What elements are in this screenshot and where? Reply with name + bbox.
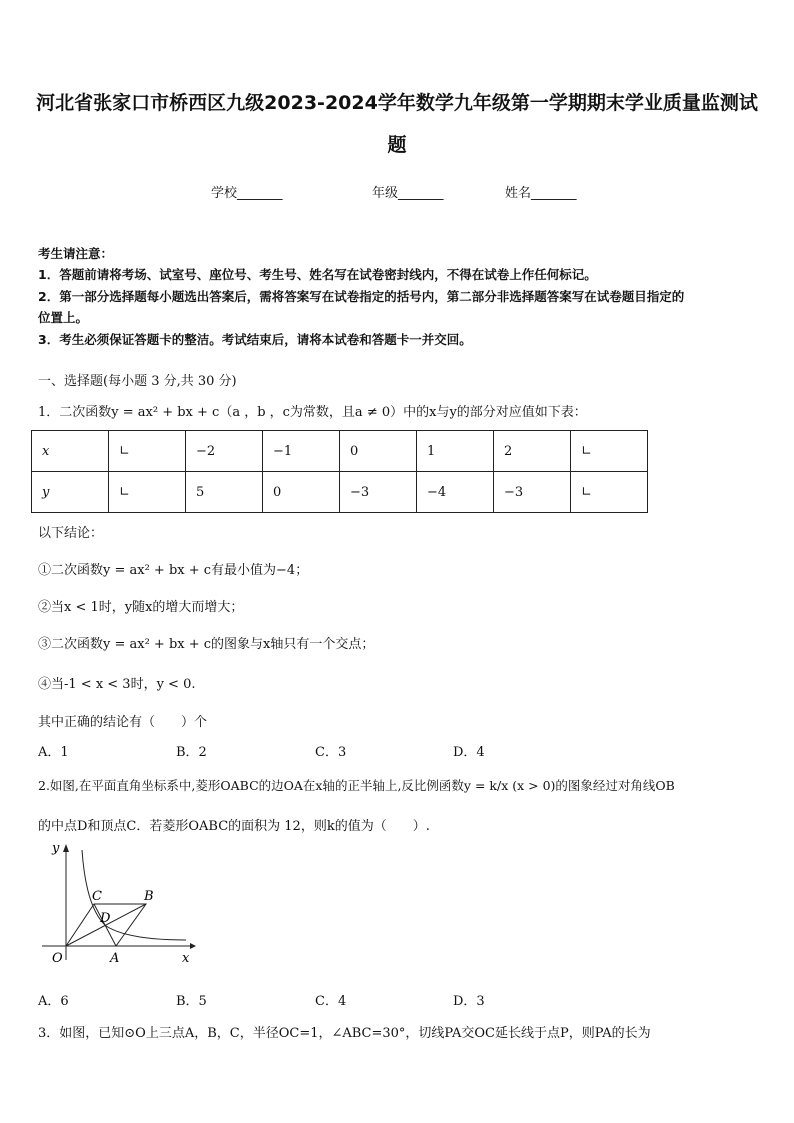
q1-conclusion: ①二次函数y = ax² + bx + c有最小值为−4； <box>38 563 309 578</box>
table-cell: −2 <box>186 431 263 472</box>
q1-intro: 以下结论： <box>38 526 104 541</box>
label-o: O <box>52 951 63 966</box>
q2-option-c: C．4 <box>315 994 347 1009</box>
q1-value-table <box>31 430 648 513</box>
table-row <box>32 431 648 472</box>
y-axis-arrow <box>63 844 69 852</box>
notice-item: 2．第一部分选择题每小题选出答案后，需将答案写在试卷指定的括号内，第二部分非选择题答案写在试卷题目指定的 <box>38 289 685 304</box>
notice-item: 位置上。 <box>38 310 89 325</box>
table-cell: x <box>32 431 109 472</box>
notice-item: 1．答题前请将考场、试室号、座位号、考生号、姓名写在试卷密封线内，不得在试卷上作任何标记。 <box>38 267 597 282</box>
name-field: 姓名_______ <box>505 186 577 201</box>
grade-field: 年级_______ <box>372 186 444 201</box>
label-y: y <box>52 841 60 856</box>
table-cell: 0 <box>340 431 417 472</box>
label-d: D <box>100 911 111 926</box>
notice-item: 3．考生必须保证答题卡的整洁。考试结束后，请将本试卷和答题卡一并交回。 <box>38 332 472 347</box>
document-title-line2: 题 <box>387 134 407 156</box>
table-cell: ∟ <box>109 472 186 513</box>
q1-option-d: D．4 <box>453 745 485 760</box>
q1-conclusion: ②当x < 1时，y随x的增大而增大； <box>38 600 244 615</box>
section-heading: 一、选择题(每小题 3 分,共 30 分) <box>38 374 237 389</box>
label-a: A <box>110 951 120 966</box>
q2-stem-line1: 2.如图,在平面直角坐标系中,菱形OABC的边OA在x轴的正半轴上,反比例函数y = k/x (x > 0)的图象经过对角线OB <box>38 778 675 793</box>
table-cell: −3 <box>494 472 571 513</box>
table-cell: −1 <box>263 431 340 472</box>
q2-figure <box>38 838 198 968</box>
table-cell: ∟ <box>109 431 186 472</box>
label-c: C <box>92 889 102 904</box>
document-title-line1: 河北省张家口市桥西区九级2023-2024学年数学九年级第一学期期末学业质量监测试 <box>36 92 758 114</box>
q1-option-b: B．2 <box>176 745 207 760</box>
table-cell: 1 <box>417 431 494 472</box>
x-axis-arrow <box>190 943 196 949</box>
q2-option-d: D．3 <box>453 994 485 1009</box>
table-cell: −4 <box>417 472 494 513</box>
q2-option-a: A．6 <box>38 994 69 1009</box>
school-field: 学校_______ <box>211 186 283 201</box>
q1-option-a: A．1 <box>38 745 69 760</box>
q1-conclusion: ④当-1 < x < 3时，y < 0. <box>38 677 196 692</box>
q1-stem: 1．二次函数y = ax² + bx + c（a ，b ，c为常数，且a ≠ 0）中的x与y的部分对应值如下表： <box>38 405 587 420</box>
q1-question: 其中正确的结论有（ ）个 <box>38 715 208 730</box>
q2-option-b: B．5 <box>176 994 207 1009</box>
q2-stem-line2: 的中点D和顶点C．若菱形OABC的面积为 12，则k的值为（ ）. <box>38 819 430 834</box>
table-cell: 2 <box>494 431 571 472</box>
table-cell: 5 <box>186 472 263 513</box>
table-cell: ∟ <box>571 431 648 472</box>
table-cell: ∟ <box>571 472 648 513</box>
q1-conclusion: ③二次函数y = ax² + bx + c的图象与x轴只有一个交点； <box>38 637 375 652</box>
table-cell: 0 <box>263 472 340 513</box>
label-b: B <box>144 889 154 904</box>
label-x: x <box>182 951 190 966</box>
notice-heading: 考生请注意： <box>38 246 114 261</box>
q1-option-c: C．3 <box>315 745 347 760</box>
table-cell: y <box>32 472 109 513</box>
table-row <box>32 472 648 513</box>
q3-stem: 3．如图，已知⊙O上三点A，B，C，半径OC=1，∠ABC=30°，切线PA交OC延长线于点P，则PA的长为 <box>38 1026 651 1041</box>
table-cell: −3 <box>340 472 417 513</box>
